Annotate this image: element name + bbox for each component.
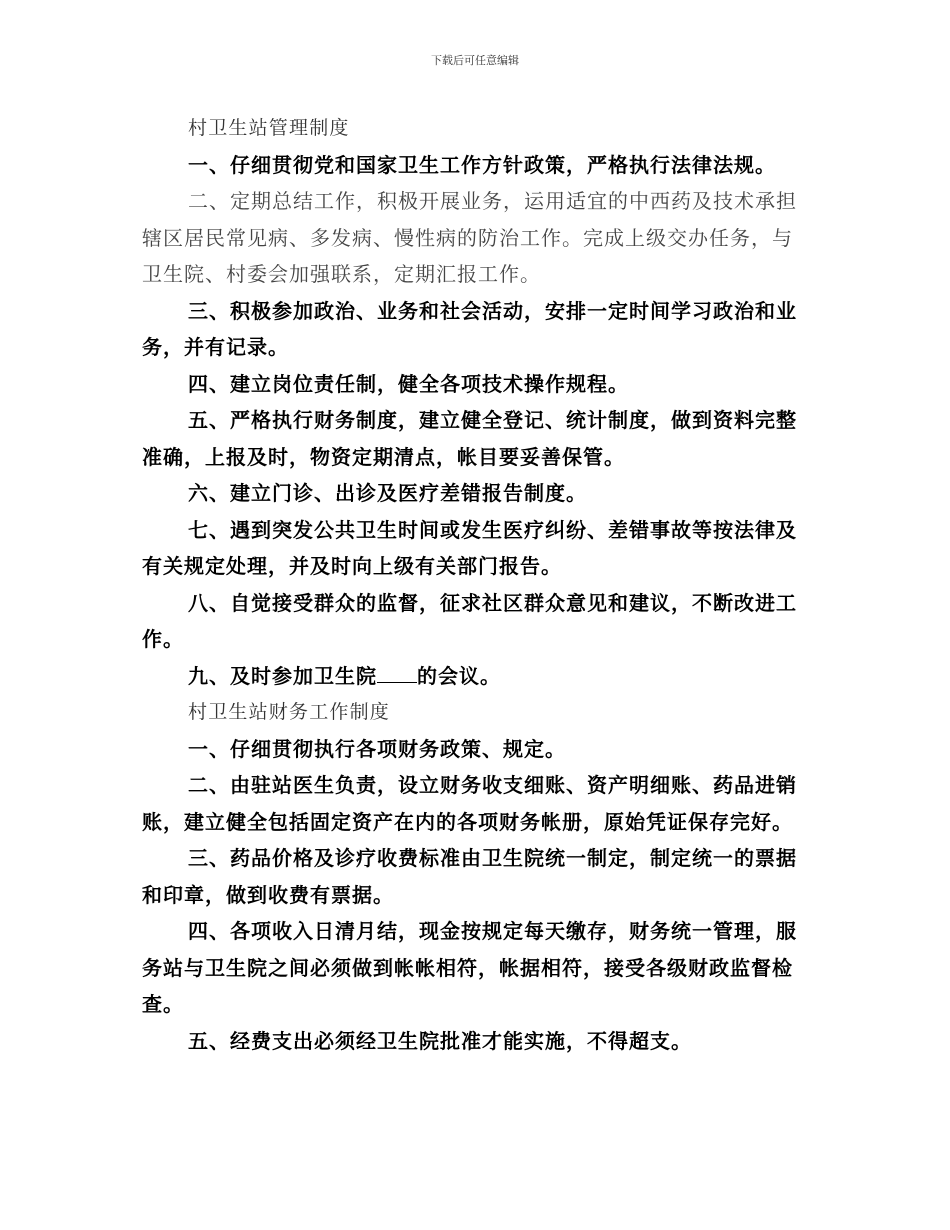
document-body xyxy=(142,110,812,1059)
paragraph-1: 一、仔细贯彻党和国家卫生工作方针政策，严格执行法律法规。 xyxy=(188,152,776,177)
paragraph-7: 七、遇到突发公共卫生时间或发生医疗纠纷、差错事故等按法律及有关规定处理，并及时向上级有关部门报告。 xyxy=(142,517,797,578)
paragraph-9-before: 九、及时参加卫生院 xyxy=(188,663,377,688)
paragraph-4: 四、建立岗位责任制，健全各项技术操作规程。 xyxy=(188,371,629,396)
finance-paragraph-4: 四、各项收入日清月结，现金按规定每天缴存，财务统一管理，服务站与卫生院之间必须做到帐帐相符，帐据相符，接受各级财政监督检查。 xyxy=(142,919,797,1016)
paragraph-5: 五、严格执行财务制度，建立健全登记、统计制度，做到资料完整准确，上报及时，物资定期清点，帐目要妥善保管。 xyxy=(142,408,797,469)
paragraph-6: 六、建立门诊、出诊及医疗差错报告制度。 xyxy=(188,481,587,505)
page-header: 下载后可任意编辑 xyxy=(431,54,519,67)
paragraph-9 xyxy=(142,658,812,695)
finance-paragraph-1: 一、仔细贯彻执行各项财务政策、规定。 xyxy=(188,736,566,761)
section-title-finance: 村卫生站财务工作制度 xyxy=(188,701,391,723)
paragraph-9-after: 的会议。 xyxy=(417,663,501,688)
paragraph-2: 二、定期总结工作，积极开展业务，运用适宜的中西药及技术承担辖区居民常见病、多发病、慢性病的防治工作。完成上级交办任务，与卫生院、村委会加强联系，定期汇报工作。 xyxy=(142,189,797,286)
finance-paragraph-3: 三、药品价格及诊疗收费标准由卫生院统一制定，制定统一的票据和印章，做到收费有票据。 xyxy=(142,846,797,907)
section-title-management: 村卫生站管理制度 xyxy=(188,117,350,139)
paragraph-8: 八、自觉接受群众的监督，征求社区群众意见和建议，不断改进工作。 xyxy=(142,590,797,651)
finance-paragraph-2: 二、由驻站医生负责，设立财务收支细账、资产明细账、药品进销账，建立健全包括固定资产在内的各项财务帐册，原始凭证保存完好。 xyxy=(142,773,797,834)
finance-paragraph-5: 五、经费支出必须经卫生院批准才能实施，不得超支。 xyxy=(188,1028,692,1053)
paragraph-3: 三、积极参加政治、业务和社会活动，安排一定时间学习政治和业务，并有记录。 xyxy=(142,298,797,359)
fill-in-blank xyxy=(377,666,417,683)
